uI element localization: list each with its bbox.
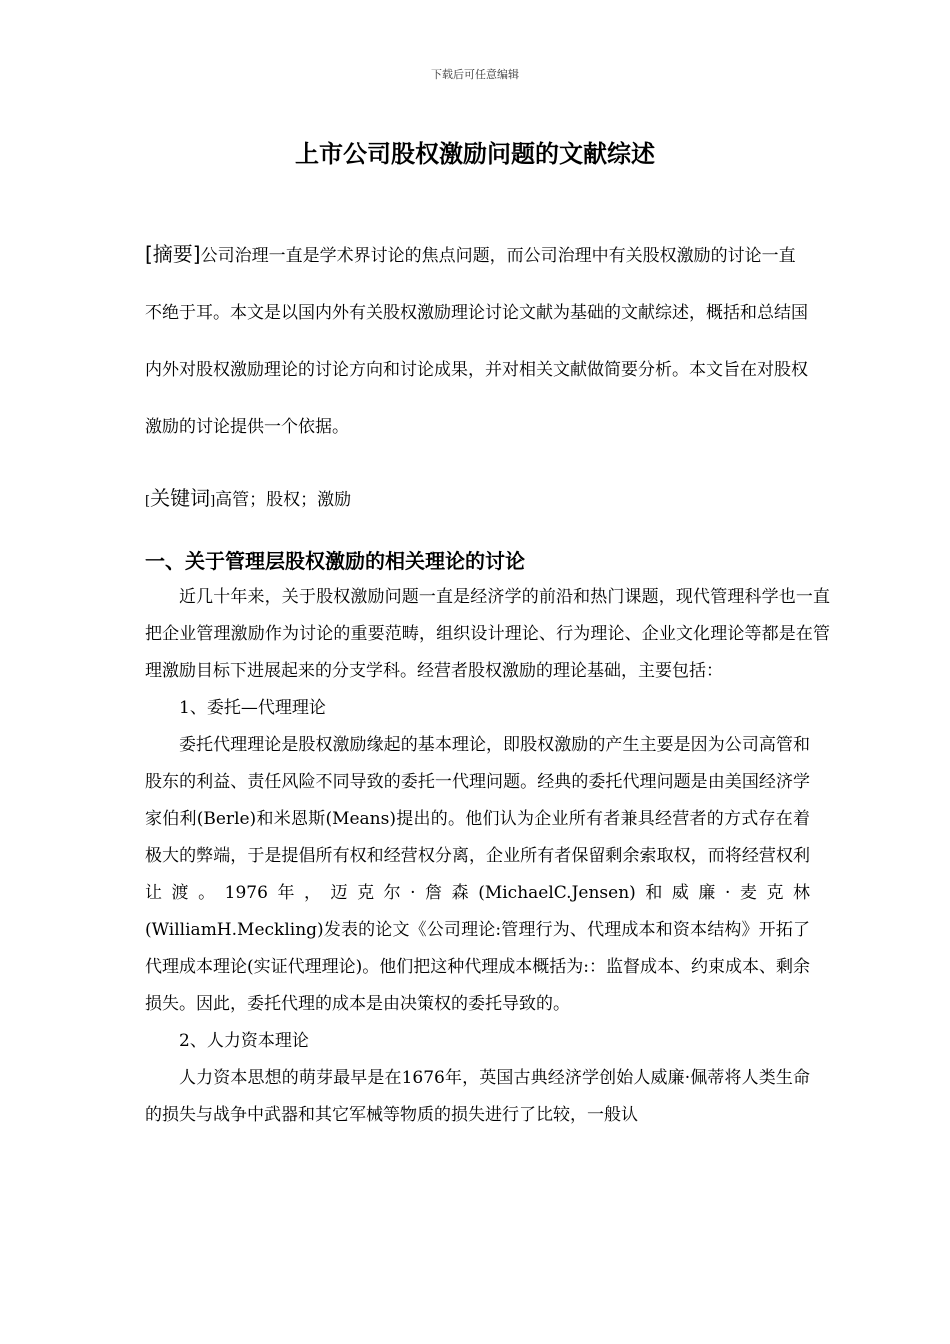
section-intro-paragraph: 近几十年来，关于股权激励问题一直是经济学的前沿和热门课题，现代管理科学也一直把企业管理激励作为讨论的重要范畴，组织设计理论、行为理论、企业文化理论等都是在管理激励目标下进展起来的分支学科。经营者股权激励的理论基础，主要包括： xyxy=(145,587,830,681)
keywords-label: 关键词 xyxy=(150,486,211,510)
abstract-text: 公司治理一直是学术界讨论的焦点问题，而公司治理中有关股权激励的讨论一直不绝于耳。本文是以国内外有关股权激励理论讨论文献为基础的文献综述，概括和总结国内外对股权激励理论的讨论方向和讨论成果，并对相关文献做简要分析。本文旨在对股权激励的讨论提供一个依据。 xyxy=(145,246,808,437)
subsection-title-agency-theory: 1、委托—代理理论 xyxy=(179,698,326,718)
keywords-text: 高管；股权；激励 xyxy=(215,490,352,510)
keywords-open-bracket: [ xyxy=(145,494,151,509)
header-note: 下载后可任意编辑 xyxy=(431,68,519,81)
abstract-paragraph xyxy=(145,226,810,456)
keywords-line xyxy=(145,478,810,522)
human-capital-paragraph: 人力资本思想的萌芽最早是在1676年，英国古典经济学创始人威廉·佩蒂将人类生命的损失与战争中武器和其它军械等物质的损失进行了比较，一般认 xyxy=(145,1068,810,1125)
keywords-close-bracket: ] xyxy=(210,494,216,509)
agency-theory-paragraph: 委托代理理论是股权激励缘起的基本理论，即股权激励的产生主要是因为公司高管和股东的利益、责任风险不同导致的委托一代理问题。经典的委托代理问题是由美国经济学家伯利(Berle)和米恩斯(Means)提出的。他们认为企业所有者兼具经营者的方式存在着极大的弊端，于是提倡所有权和经营权分离，企业所有者保留剩余索取权，而将经营权利让渡。1976年，迈克尔·詹森(MichaelC.Jensen)和威廉·麦克林 (WilliamH.Meckling)发表的论文《公司理论:管理行为、代理成本和资本结构》开拓了代理成本理论(实证代理理论)。他们把这种代理成本概括为:：监督成本、约束成本、剩余损失。因此，委托代理的成本是由决策权的委托导致的。 xyxy=(145,735,810,1014)
subsection-title-human-capital: 2、人力资本理论 xyxy=(179,1031,309,1051)
abstract-label: [摘要] xyxy=(145,242,201,266)
document-title: 上市公司股权激励问题的文献综述 xyxy=(295,140,655,168)
section-body xyxy=(145,579,830,1134)
section-heading: 一、关于管理层股权激励的相关理论的讨论 xyxy=(145,549,525,573)
